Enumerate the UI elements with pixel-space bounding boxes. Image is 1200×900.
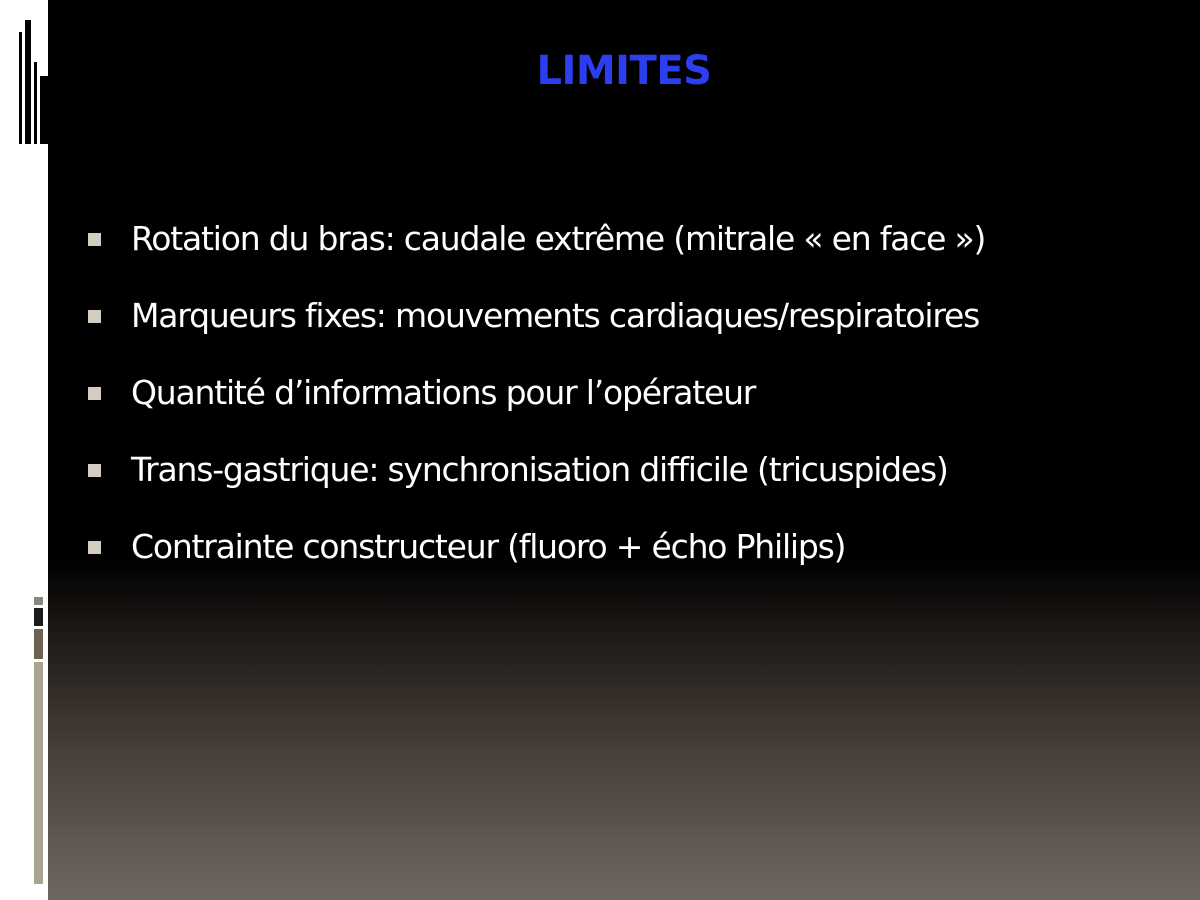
decorative-bar <box>40 76 48 144</box>
bullet-text: Quantité d’informations pour l’opérateur <box>131 373 756 412</box>
bullet-text: Rotation du bras: caudale extrême (mitrale « en face ») <box>131 219 986 258</box>
square-bullet-icon <box>88 464 101 477</box>
slide-content-panel <box>48 0 1200 900</box>
square-bullet-icon <box>88 541 101 554</box>
square-bullet-icon <box>88 387 101 400</box>
decorative-bar <box>34 62 37 144</box>
decorative-bar <box>34 629 43 659</box>
decorative-bar <box>34 597 43 605</box>
decorative-bar <box>34 662 43 884</box>
left-decorative-strip <box>0 0 48 900</box>
square-bullet-icon <box>88 233 101 246</box>
square-bullet-icon <box>88 310 101 323</box>
decorative-bar <box>19 32 22 144</box>
bullet-text: Contrainte constructeur (fluoro + écho Philips) <box>131 527 846 566</box>
slide-title: LIMITES <box>536 48 712 94</box>
decorative-bar <box>25 20 31 144</box>
bullet-text: Marqueurs fixes: mouvements cardiaques/respiratoires <box>131 296 980 335</box>
bullet-text: Trans-gastrique: synchronisation difficile (tricuspides) <box>131 450 948 489</box>
decorative-bar <box>34 608 43 626</box>
